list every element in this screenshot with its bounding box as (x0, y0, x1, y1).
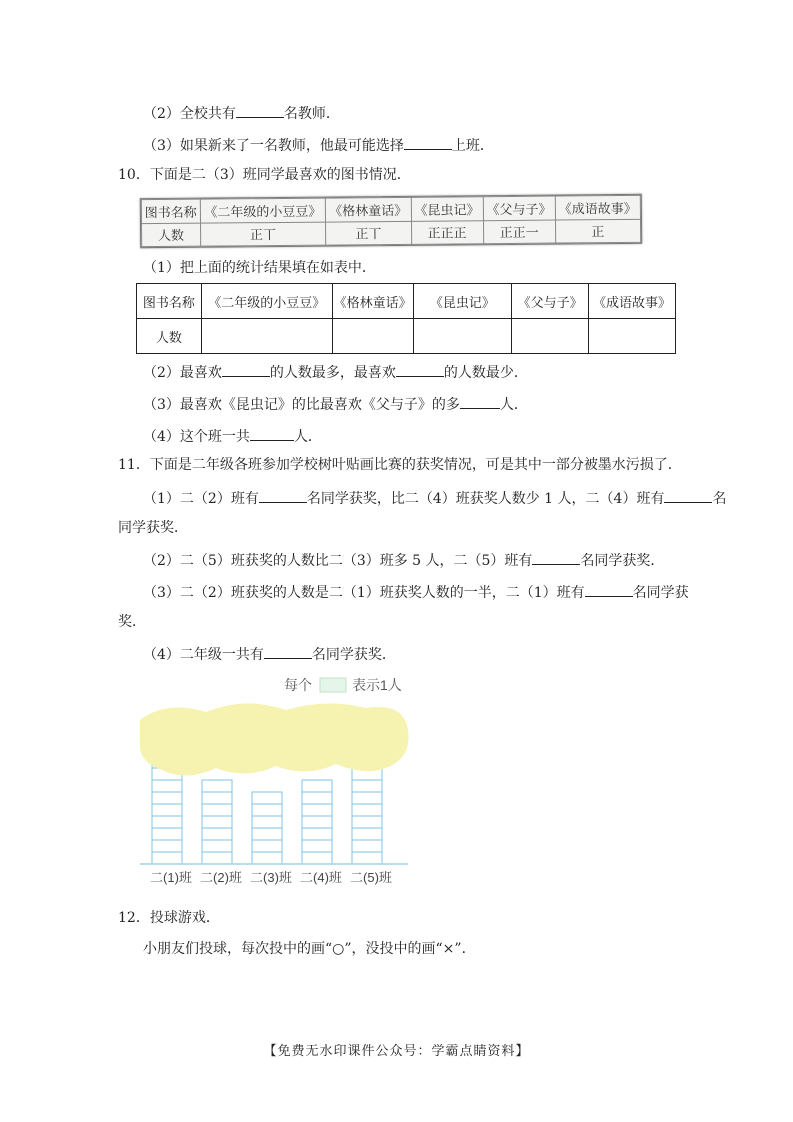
tally-cell: 正正正 (411, 220, 483, 244)
q11-part2: （2）二（5）班获奖的人数比二（3）班多 5 人，二（5）班有 名同学获奖． (143, 550, 664, 570)
bar-unit (202, 816, 232, 828)
bar-unit (352, 792, 382, 804)
bar-unit (352, 840, 382, 852)
bar-unit (202, 828, 232, 840)
chart-svg (136, 672, 416, 892)
category-label: 二(2)班 (200, 870, 242, 885)
category-label: 二(3)班 (250, 870, 292, 885)
bar-unit (152, 816, 182, 828)
answer-blank[interactable] (404, 135, 452, 150)
ink-stain (140, 703, 409, 775)
bar-unit (202, 804, 232, 816)
bar-unit (302, 828, 332, 840)
table-header: 《格林童话》 (325, 197, 411, 221)
legend-box (320, 678, 346, 692)
bar-unit (252, 804, 282, 816)
fill-cell[interactable] (413, 319, 512, 354)
legend-prefix: 每个 (284, 677, 312, 693)
bar-unit (202, 780, 232, 792)
table-header: 《昆虫记》 (413, 284, 512, 319)
bar-3 (252, 792, 282, 864)
bar-unit (252, 852, 282, 864)
bar-unit (252, 840, 282, 852)
table-header: 《二年级的小豆豆》 (200, 198, 326, 223)
bar-unit (252, 816, 282, 828)
bar-unit (152, 852, 182, 864)
q9-part3: （3）如果新来了一名教师，他最可能选择 上班． (143, 135, 494, 155)
q10-part2: （2）最喜欢 的人数最多，最喜欢 的人数最少． (143, 362, 528, 382)
footer-watermark: 【免费无水印课件公众号：学霸点睛资料】 (263, 1044, 530, 1059)
bar-unit (302, 852, 332, 864)
fill-cell[interactable] (201, 319, 332, 354)
q10-part4: （4）这个班一共 人． (143, 426, 322, 446)
answer-blank[interactable] (460, 394, 500, 409)
fill-in-table (136, 283, 676, 354)
table-header: 图书名称 (141, 199, 200, 223)
tally-cell: 正 (555, 219, 641, 243)
bar-unit (352, 780, 382, 792)
category-label: 二(1)班 (150, 870, 192, 885)
q9-part2: （2）全校共有 名教师． (143, 103, 340, 123)
bar-unit (302, 792, 332, 804)
bar-unit (152, 780, 182, 792)
answer-blank[interactable] (250, 426, 294, 441)
answer-blank[interactable] (532, 550, 580, 565)
table-header: 《二年级的小豆豆》 (201, 284, 332, 319)
bar-unit (352, 828, 382, 840)
bar-unit (352, 804, 382, 816)
q12-title: 12．投球游戏． (118, 910, 220, 926)
bar-unit (252, 792, 282, 804)
answer-blank[interactable] (396, 362, 444, 377)
table-header: 《父与子》 (512, 284, 589, 319)
bar-unit (252, 828, 282, 840)
q11-part1: （1）二（2）班有 名同学获奖，比二（4）班获奖人数少 1 人，二（4）班有 名 (143, 488, 726, 508)
q11-title: 11．下面是二年级各班参加学校树叶贴画比赛的获奖情况，可是其中一部分被墨水污损了． (118, 457, 682, 473)
q10-title: 10．下面是二（3）班同学最喜欢的图书情况． (118, 167, 411, 183)
bar-unit (152, 840, 182, 852)
q11-part1-cont: 同学获奖． (118, 520, 188, 536)
bar-5 (352, 756, 382, 864)
fill-cell[interactable] (512, 319, 589, 354)
fill-cell[interactable] (332, 319, 413, 354)
table-header: 《格林童话》 (332, 284, 413, 319)
answer-blank[interactable] (664, 488, 712, 503)
bar-2 (202, 780, 232, 864)
answer-blank[interactable] (236, 103, 284, 118)
q12-text: 小朋友们投球，每次投中的画“○”，没投中的画“×”． (143, 941, 476, 957)
row-label: 人数 (142, 223, 201, 247)
bar-unit (202, 792, 232, 804)
legend-suffix: 表示1人 (352, 677, 402, 693)
bar-unit (152, 804, 182, 816)
tally-cell: 正正一 (483, 220, 555, 244)
answer-blank[interactable] (222, 362, 270, 377)
bar-unit (302, 780, 332, 792)
q11-part3: （3）二（2）班获奖的人数是二（1）班获奖人数的一半，二（1）班有 名同学获 (143, 582, 689, 602)
fill-cell[interactable] (589, 319, 676, 354)
bar-unit (352, 816, 382, 828)
category-label: 二(4)班 (300, 870, 342, 885)
table-header: 《昆虫记》 (411, 197, 483, 221)
tally-photo-table (140, 194, 642, 248)
q11-part3-cont: 奖． (118, 614, 146, 630)
bar-unit (152, 828, 182, 840)
category-labels (150, 870, 392, 885)
bar-unit (302, 804, 332, 816)
bar-unit (302, 816, 332, 828)
bar-unit (202, 852, 232, 864)
tally-cell: 正丅 (200, 222, 326, 247)
answer-blank[interactable] (585, 582, 633, 597)
tally-cell: 正丅 (326, 221, 412, 245)
bar-unit (352, 852, 382, 864)
bar-4 (302, 780, 332, 864)
row-label: 人数 (137, 319, 202, 354)
category-label: 二(5)班 (350, 870, 392, 885)
table-header: 《父与子》 (483, 196, 555, 220)
bar-unit (302, 840, 332, 852)
answer-blank[interactable] (264, 644, 312, 659)
q10-part1: （1）把上面的统计结果填在如表中． (143, 260, 376, 276)
table-header: 《成语故事》 (555, 195, 641, 219)
q10-part3: （3）最喜欢《昆虫记》的比最喜欢《父与子》的多 人． (143, 394, 528, 414)
table-header: 图书名称 (137, 284, 202, 319)
table-header: 《成语故事》 (589, 284, 676, 319)
q11-part4: （4）二年级一共有 名同学获奖． (143, 644, 396, 664)
bar-unit (202, 840, 232, 852)
bar-unit (152, 792, 182, 804)
award-bar-chart (136, 672, 416, 892)
answer-blank[interactable] (259, 488, 307, 503)
